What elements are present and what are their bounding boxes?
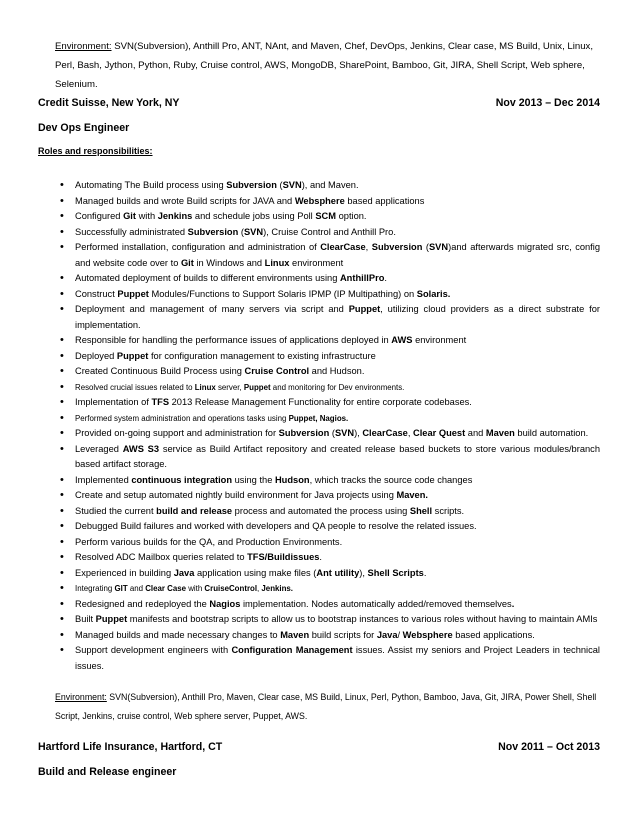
- text: )and afterwards migrated src, config and website code over to: [75, 242, 601, 268]
- bold-text: Ant utility: [316, 567, 360, 578]
- environment-label: Environment:: [55, 41, 112, 52]
- bold-text: Maven: [485, 428, 515, 438]
- text: 2013 Release Management Functionality for entire corporate codebases.: [169, 397, 472, 407]
- text: build automation.: [514, 428, 589, 438]
- bold-text: Shell: [409, 505, 433, 516]
- text: Automating The Build process using: [75, 180, 227, 190]
- text: Support development engineers with: [75, 645, 232, 655]
- text: and Hudson.: [309, 366, 365, 376]
- text: service as Build Artifact repository and created release based buckets to store various modules/branch based artifact storage.: [75, 443, 600, 469]
- text: .: [319, 552, 323, 562]
- text: , which tracks the source code changes: [309, 474, 473, 485]
- environment-paragraph-1: [55, 37, 600, 94]
- text: with: [136, 211, 158, 221]
- responsibility-item: [60, 504, 600, 520]
- job-title: Build and Release engineer: [38, 766, 177, 778]
- bold-text: Java: [173, 567, 195, 578]
- responsibility-item: [60, 519, 600, 535]
- text: manifests and bootstrap scripts to allow us to bootstrap instances to various roles without having to maintain AMIs: [127, 614, 598, 624]
- responsibility-item: [60, 240, 600, 271]
- bold-text: ClearCase: [362, 428, 408, 438]
- bold-text: Puppet: [95, 614, 128, 624]
- text: Resolved ADC Mailbox queries related to: [75, 552, 248, 562]
- text: Deployed: [75, 350, 117, 361]
- text: process and automated the process using: [232, 505, 410, 516]
- bold-text: Subversion: [187, 226, 239, 237]
- text: Managed builds and wrote Build scripts for JAVA and: [75, 195, 295, 206]
- text: .: [384, 273, 387, 283]
- text: server,: [215, 382, 244, 392]
- responsibility-item: [60, 488, 600, 504]
- text: Responsible for handling the performance issues of applications deployed in: [75, 335, 392, 345]
- bold-text: ClearCase: [320, 242, 366, 252]
- text: Configured: [75, 211, 124, 221]
- text: Modules/Functions to Support Solaris IPMP (IP Multipathing) on: [148, 288, 417, 299]
- bold-text: TFS/Buildissues: [247, 552, 320, 562]
- text: Performed system administration and operations tasks using: [75, 413, 289, 423]
- responsibility-item: [60, 302, 600, 333]
- text: for configuration management to existing infrastructure: [148, 350, 376, 361]
- environment-text: SVN(Subversion), Anthill Pro, ANT, NAnt, and Maven, Chef, DevOps, Jenkins, Clear case, MS Build, Unix, Linux, Perl, Bash, Jython, Python, Ruby, Cruise control, AWS, MongoDB, SharePoint, Bamboo, Git, JIRA, Shell Script, Web sphere, Selenium.: [55, 41, 594, 90]
- text: Integrating: [75, 584, 115, 593]
- text: Experienced in building: [75, 567, 174, 578]
- responsibility-item: [60, 442, 600, 473]
- environment-paragraph-2: [55, 688, 600, 726]
- bold-text: Maven: [280, 629, 310, 640]
- text: Implemented: [75, 474, 132, 485]
- responsibility-item: [60, 535, 600, 551]
- bold-text: GIT: [114, 584, 128, 593]
- bold-text: Java: [376, 629, 398, 640]
- text: Created Continuous Build Process using: [75, 366, 245, 376]
- responsibility-item: [60, 550, 600, 566]
- text: Performed installation, configuration and administration of: [75, 242, 321, 252]
- bold-text: build and release: [156, 505, 233, 516]
- responsibility-item: [60, 271, 600, 287]
- responsibility-item: [60, 395, 600, 411]
- responsibility-item: [60, 209, 600, 225]
- bold-text: SVN: [243, 226, 264, 237]
- environment-label: Environment:: [55, 692, 107, 702]
- text: Automated deployment of builds to different environments using: [75, 273, 340, 283]
- text: and: [127, 584, 146, 593]
- responsibility-item: [60, 612, 600, 628]
- responsibility-item: [60, 411, 600, 427]
- text: environment: [289, 257, 344, 268]
- text: and: [465, 428, 486, 438]
- bold-text: CruiseControl: [204, 584, 258, 593]
- bold-text: Nagios: [209, 598, 241, 609]
- text: option.: [336, 211, 367, 221]
- responsibility-item: [60, 597, 600, 613]
- bold-text: Hudson: [274, 474, 310, 485]
- responsibility-item: [60, 426, 600, 442]
- text: (: [276, 180, 283, 190]
- bold-text: Puppet: [243, 382, 271, 392]
- text: (: [329, 428, 335, 438]
- text: Debugged Build failures and worked with developers and QA people to resolve the related issues.: [75, 521, 477, 531]
- text: application using make files (: [194, 567, 317, 578]
- text: Studied the current: [75, 505, 157, 516]
- text: .: [423, 567, 427, 578]
- text: using the: [232, 474, 275, 485]
- bold-text: Puppet: [116, 350, 149, 361]
- text: scripts.: [432, 505, 465, 516]
- company-name: Credit Suisse, New York, NY: [38, 97, 180, 109]
- text: issues. Assist my seniors and Project Leaders in technical issues.: [75, 645, 600, 671]
- text: Leveraged: [75, 443, 123, 454]
- bold-text: Puppet, Nagios.: [288, 413, 349, 423]
- job-dates: Nov 2013 – Dec 2014: [495, 97, 600, 109]
- text: Successfully administrated: [75, 226, 188, 237]
- bold-text: continuous integration: [131, 474, 233, 485]
- responsibility-item: [60, 566, 600, 582]
- text: implementation. Nodes automatically added/removed themselves: [240, 598, 512, 609]
- responsibility-item: [60, 473, 600, 489]
- responsibilities-list: [60, 178, 600, 674]
- text: environment: [412, 335, 467, 345]
- responsibility-item: [60, 178, 600, 194]
- bold-text: Puppet: [117, 288, 149, 299]
- text: (: [238, 226, 244, 237]
- bold-text: SVN: [282, 180, 302, 190]
- text: build scripts for: [309, 629, 377, 640]
- bold-text: Jenkins: [157, 211, 193, 221]
- text: ), and Maven.: [301, 180, 359, 190]
- company-name: Hartford Life Insurance, Hartford, CT: [38, 741, 223, 753]
- text: and monitoring for Dev environments.: [270, 382, 405, 392]
- text: ,: [407, 428, 413, 438]
- bold-text: Subversion: [278, 428, 330, 438]
- bold-text: Git: [123, 211, 136, 221]
- bold-text: Clear Case: [145, 584, 186, 593]
- job-header-credit-suisse: [38, 97, 600, 109]
- job-title: Dev Ops Engineer: [38, 122, 130, 134]
- bold-text: Websphere: [294, 195, 345, 206]
- text: ),: [359, 567, 368, 578]
- text: ),: [354, 428, 363, 438]
- job-header-hartford: [38, 741, 600, 753]
- bold-text: Subversion: [226, 180, 277, 190]
- responsibility-item: [60, 225, 600, 241]
- text: ,: [365, 242, 372, 252]
- text: Create and setup automated nightly build environment for Java projects using: [75, 490, 397, 500]
- text: ,: [257, 584, 262, 593]
- roles-heading: Roles and responsibilities:: [38, 146, 153, 156]
- text: Resolved crucial issues related to: [75, 382, 195, 392]
- responsibility-item: [60, 194, 600, 210]
- responsibility-item: [60, 333, 600, 349]
- text: (: [422, 242, 429, 252]
- job-dates: Nov 2011 – Oct 2013: [498, 741, 600, 753]
- text: based applications.: [452, 629, 535, 640]
- bold-text: Configuration Management: [231, 645, 353, 655]
- text: in Windows and: [193, 257, 265, 268]
- text: , utilizing cloud providers as a direct substrate for implementation.: [75, 304, 600, 330]
- bold-text: SVN: [334, 428, 355, 438]
- responsibility-item: [60, 380, 600, 396]
- bold-text: Subversion: [371, 242, 423, 252]
- bold-text: Maven.: [396, 490, 428, 500]
- bold-text: TFS: [151, 397, 170, 407]
- responsibility-item: [60, 628, 600, 644]
- text: ), Cruise Control and Anthill Pro.: [263, 226, 396, 237]
- text: Implementation of: [75, 397, 152, 407]
- text: Built: [75, 614, 96, 624]
- bold-text: Linux: [194, 382, 216, 392]
- bold-text: Shell Scripts: [367, 567, 424, 578]
- bold-text: Cruise Control: [244, 366, 310, 376]
- bold-text: AWS: [391, 335, 413, 345]
- text: and schedule jobs using Poll: [192, 211, 316, 221]
- bold-text: Linux: [264, 257, 290, 268]
- text: Provided on-going support and administration for: [75, 428, 279, 438]
- bold-text: Clear Quest: [413, 428, 466, 438]
- responsibility-item: [60, 349, 600, 365]
- text: /: [397, 629, 403, 640]
- text: Perform various builds for the QA, and Production Environments.: [75, 536, 343, 547]
- bold-text: SVN: [428, 242, 449, 252]
- responsibility-item: [60, 364, 600, 380]
- text: Deployment and management of many servers via script and: [75, 304, 349, 314]
- text: Construct: [75, 288, 118, 299]
- bold-text: Puppet: [348, 304, 381, 314]
- text: based applications: [344, 195, 425, 206]
- responsibility-item: [60, 287, 600, 303]
- responsibility-item: [60, 581, 600, 597]
- bold-text: AnthillPro: [339, 273, 385, 283]
- bold-text: SCM: [315, 211, 337, 221]
- text: with: [186, 584, 205, 593]
- responsibility-item: [60, 643, 600, 674]
- bold-text: Solaris.: [416, 288, 451, 299]
- bold-text: Websphere: [402, 629, 453, 640]
- environment-text: SVN(Subversion), Anthill Pro, Maven, Clear case, MS Build, Linux, Perl, Python, Bamboo, Java, Git, JIRA, Power Shell, Shell Script, Jenkins, cruise control, Web sphere server, Puppet, AWS.: [55, 692, 597, 721]
- bold-text: Jenkins.: [261, 584, 293, 593]
- bold-text: Git: [180, 257, 194, 268]
- text: Redesigned and redeployed the: [75, 598, 210, 609]
- bold-text: AWS S3: [122, 443, 160, 454]
- bold-text: .: [511, 598, 515, 609]
- text: Managed builds and made necessary changes to: [75, 629, 281, 640]
